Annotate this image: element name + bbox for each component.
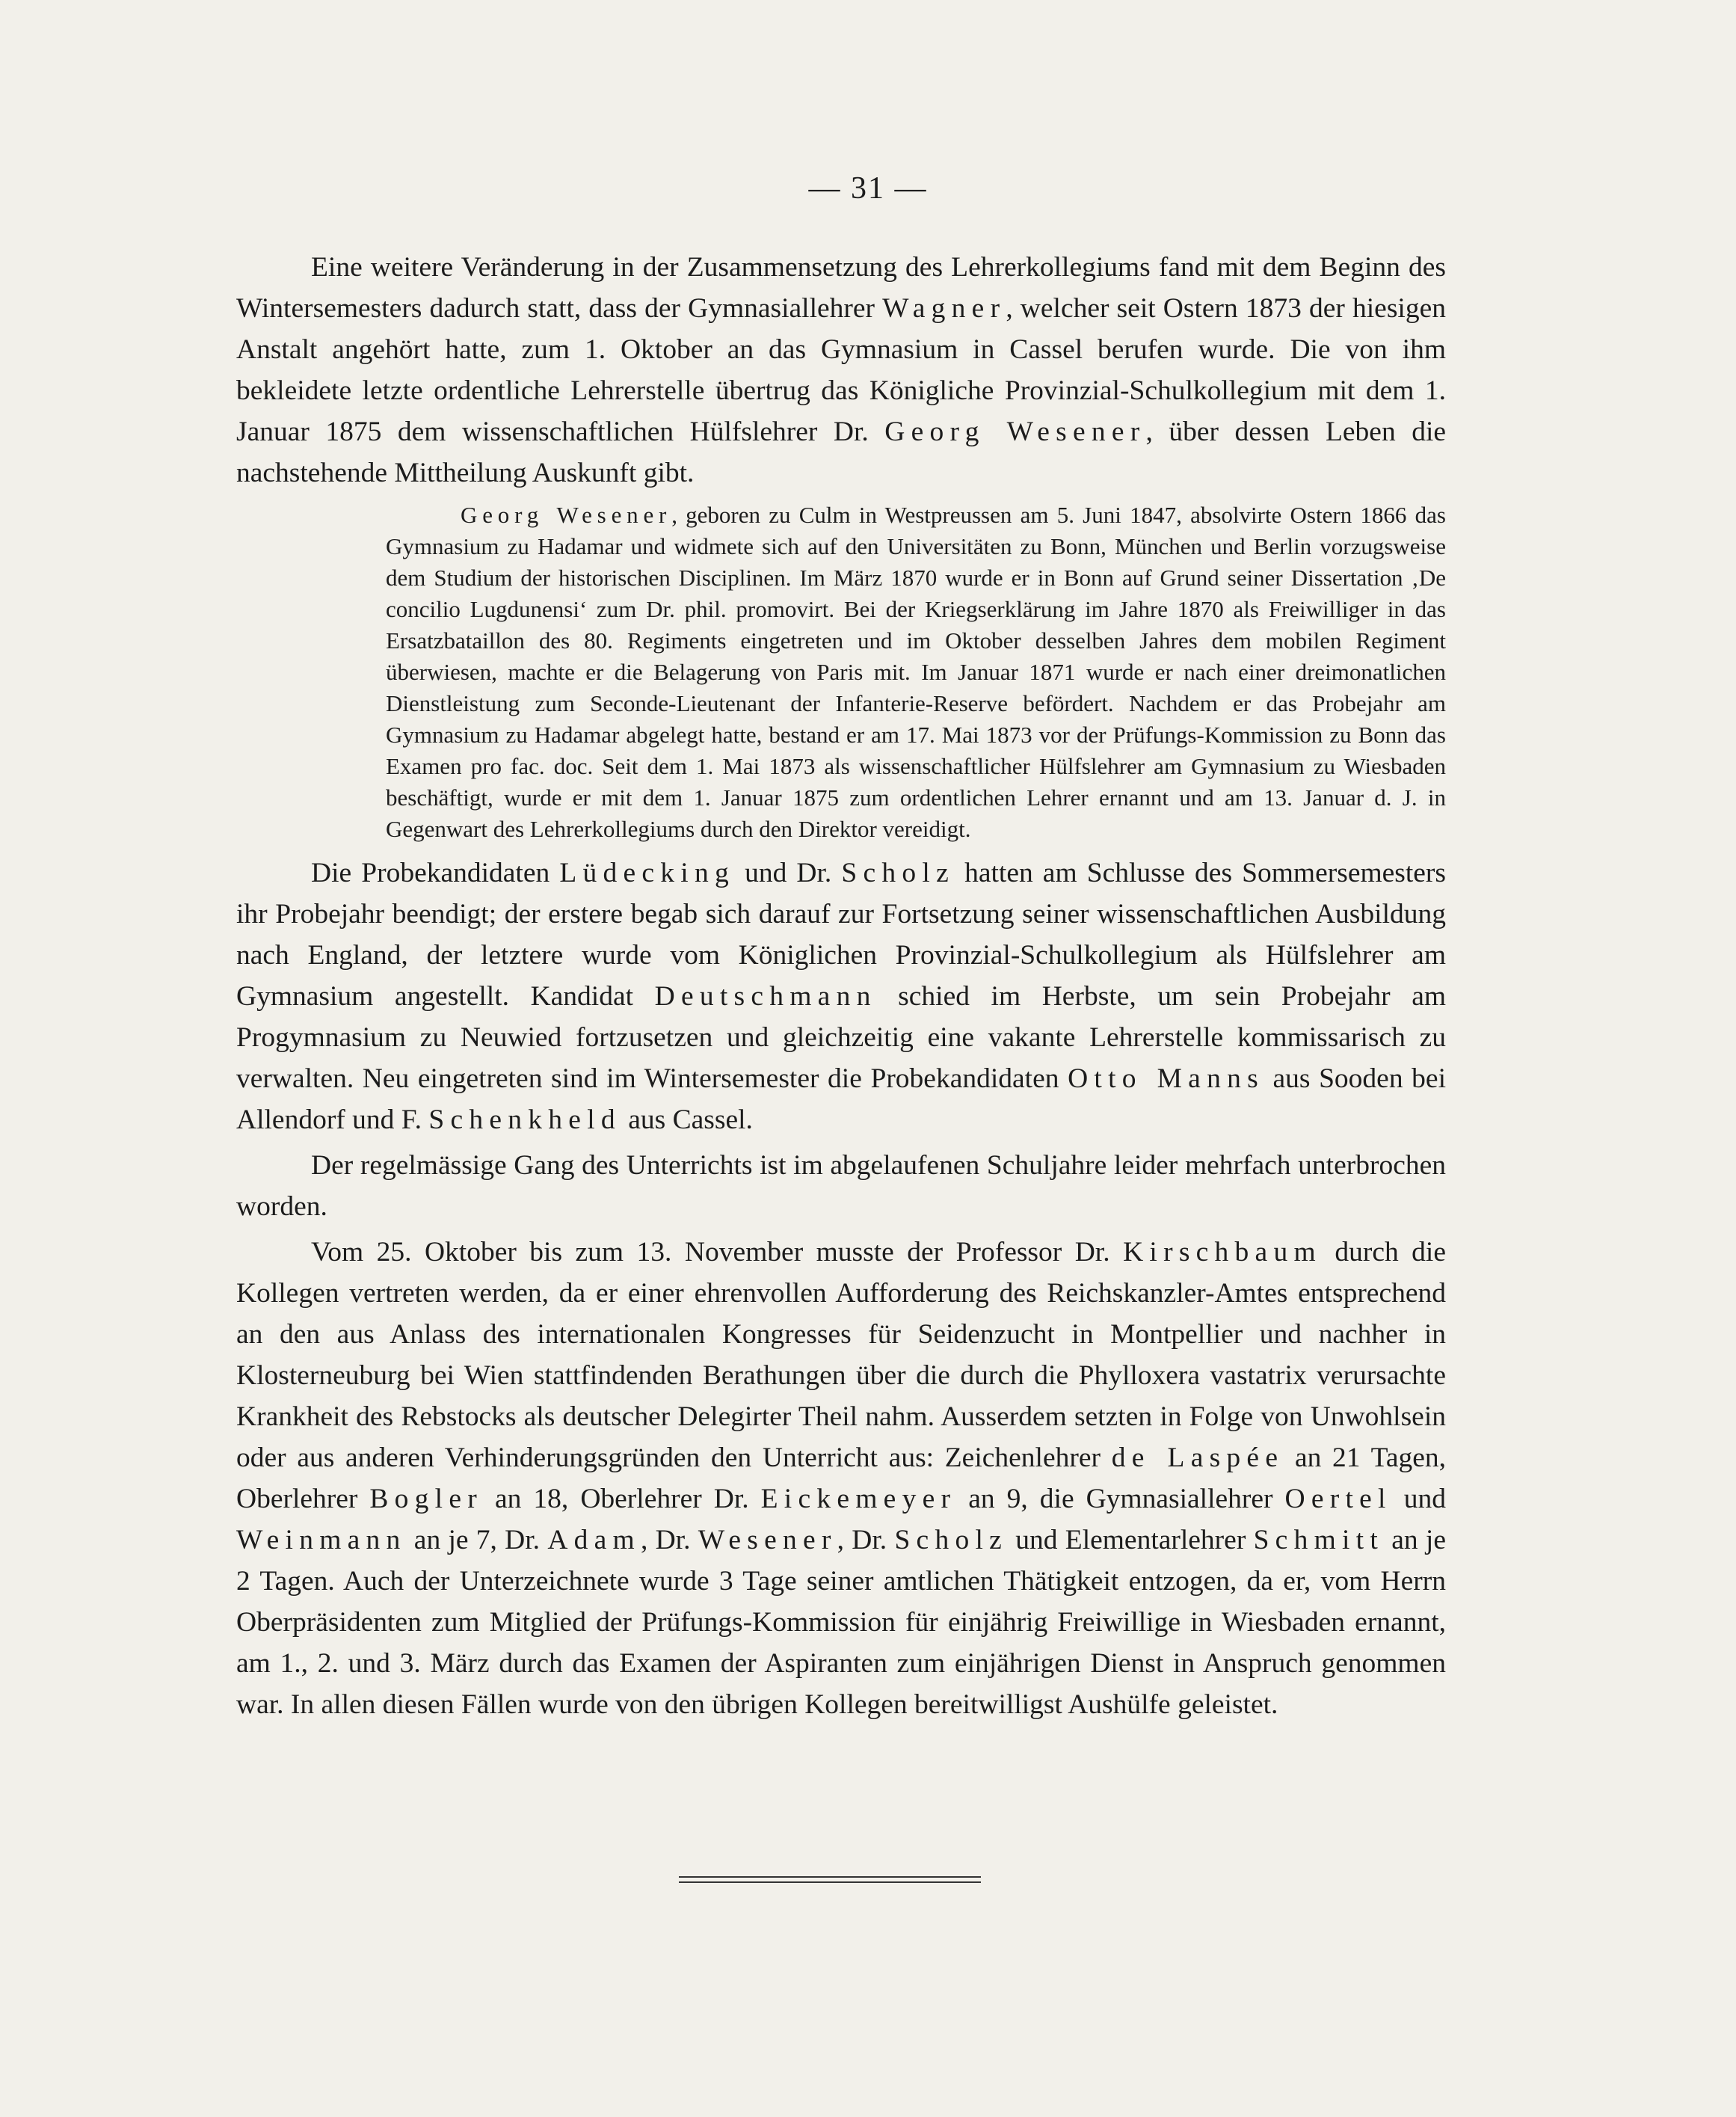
name-de-laspee: de Laspée <box>1111 1442 1284 1473</box>
name-wesener: Wesener <box>698 1525 837 1555</box>
name-scholz-2: Scholz <box>894 1525 1009 1555</box>
name-bogler: Bogler <box>369 1484 483 1514</box>
body-text <box>236 247 1446 1725</box>
name-otto-manns: Otto Manns <box>1068 1063 1264 1094</box>
paragraph-staff-change: Eine weitere Veränderung in der Zusammensetzung des Lehrerkollegiums fand mit dem Beginn des Wintersemesters dadurch statt, dass der Gymnasiallehrer Wagner, welcher seit Ostern 1873 der hiesigen Anstalt angehört hatte, zum 1. Oktober an das Gymnasium in Cassel berufen wurde. Die von ihm bekleidete letzte ordentliche Lehrerstelle übertrug das Königliche Provinzial-Schulkollegium mit dem 1. Januar 1875 dem wissenschaftlichen Hülfslehrer Dr. Georg Wesener, über dessen Leben die nachstehende Mittheilung Auskunft gibt. <box>236 252 1447 488</box>
name-wagner: Wagner <box>882 293 1006 324</box>
page-number: — 31 — <box>808 171 928 206</box>
name-georg-wesener-bio: Georg Wesener <box>461 502 672 528</box>
name-kirschbaum: Kirschbaum <box>1123 1237 1322 1268</box>
name-adam: Adam <box>547 1525 641 1555</box>
closing-rule-bottom <box>679 1881 981 1883</box>
name-schenkheld: Schenkheld <box>428 1104 621 1135</box>
paragraph-teaching-interrupted: Der regelmässige Gang des Unterrichts ist im abgelaufenen Schuljahre leider mehrfach unterbrochen worden. <box>236 1150 1446 1222</box>
paragraph-wesener-biography: Georg Wesener, geboren zu Culm in Westpreussen am 5. Juni 1847, absolvirte Ostern 1866 das Gymnasium zu Hadamar und widmete sich auf den Universitäten zu Bonn, München und Berlin vorzugsweise dem Studium der historischen Disciplinen. Im März 1870 wurde er in Bonn auf Grund seiner Dissertation ‚De concilio Lugdunensi‘ zum Dr. phil. promovirt. Bei der Kriegserklärung im Jahre 1870 als Freiwilliger in das Ersatzbataillon des 80. Regiments eingetreten und im Oktober desselben Jahres dem mobilen Regiment überwiesen, machte er die Belagerung von Paris mit. Im Januar 1871 wurde er nach einer dreimonatlichen Dienstleistung zum Seconde-Lieutenant der Infanterie-Reserve befördert. Nachdem er das Probejahr am Gymnasium zu Hadamar abgelegt hatte, bestand er am 17. Mai 1873 vor der Prüfungs-Kommission zu Bonn das Examen pro fac. doc. Seit dem 1. Mai 1873 als wissenschaftlicher Hülfslehrer am Gymnasium zu Wiesbaden beschäftigt, wurde er mit dem 1. Januar 1875 zum ordentlichen Lehrer ernannt und am 13. Januar d. J. in Gegenwart des Lehrerkollegiums durch den Direktor vereidigt. <box>386 502 1446 842</box>
name-deutschmann: Deutschmann <box>654 981 877 1012</box>
name-schmitt: Schmitt <box>1253 1525 1385 1555</box>
name-georg-wesener: Georg Wesener <box>884 417 1146 447</box>
name-scholz: Scholz <box>841 858 955 888</box>
name-oertel: Oertel <box>1284 1484 1392 1514</box>
paragraph-absences: Vom 25. Oktober bis zum 13. November musste der Professor Dr. Kirschbaum durch die Kollegen vertreten werden, da er einer ehrenvollen Aufforderung des Reichskanzler-Amtes entsprechend an den aus Anlass des internationalen Kongresses für Seidenzucht in Montpellier und nachher in Klosterneuburg bei Wien stattfindenden Berathungen über die durch die Phylloxera vastatrix verursachte Krankheit des Rebstocks als deutscher Delegirter Theil nahm. Ausserdem setzten in Folge von Unwohlsein oder aus anderen Verhinderungsgründen den Unterricht aus: Zeichenlehrer de Laspée an 21 Tagen, Oberlehrer Bogler an 18, Oberlehrer Dr. Eickemeyer an 9, die Gymnasiallehrer Oertel und Weinmann an je 7, Dr. Adam, Dr. Wesener, Dr. Scholz und Elementarlehrer Schmitt an je 2 Tagen. Auch der Unterzeichnete wurde 3 Tage seiner amtlichen Thätigkeit entzogen, da er, vom Herrn Oberpräsidenten zum Mitglied der Prüfungs-Kommission für einjährig Freiwillige in Wiesbaden ernannt, am 1., 2. und 3. März durch das Examen der Aspiranten zum einjährigen Dienst in Anspruch genommen war. In allen diesen Fällen wurde von den übrigen Kollegen bereitwilligst Aushülfe geleistet. <box>236 1237 1447 1720</box>
name-luedecking: Lüdecking <box>559 858 735 888</box>
closing-rule-top <box>679 1876 981 1878</box>
name-eickemeyer: Eickemeyer <box>760 1484 957 1514</box>
name-weinmann: Weinmann <box>236 1525 407 1555</box>
paragraph-probationary-candidates: Die Probekandidaten Lüdecking und Dr. Scholz hatten am Schlusse des Sommersemesters ihr Probejahr beendigt; der erstere begab sich darauf zur Fortsetzung seiner wissenschaftlichen Ausbildung nach England, der letztere wurde vom Königlichen Provinzial-Schulkollegium als Hülfslehrer am Gymnasium angestellt. Kandidat Deutschmann schied im Herbste, um sein Probejahr am Progymnasium zu Neuwied fortzusetzen und gleichzeitig eine vakante Lehrerstelle kommissarisch zu verwalten. Neu eingetreten sind im Wintersemester die Probekandidaten Otto Manns aus Sooden bei Allendorf und F. Schenkheld aus Cassel. <box>236 858 1447 1135</box>
